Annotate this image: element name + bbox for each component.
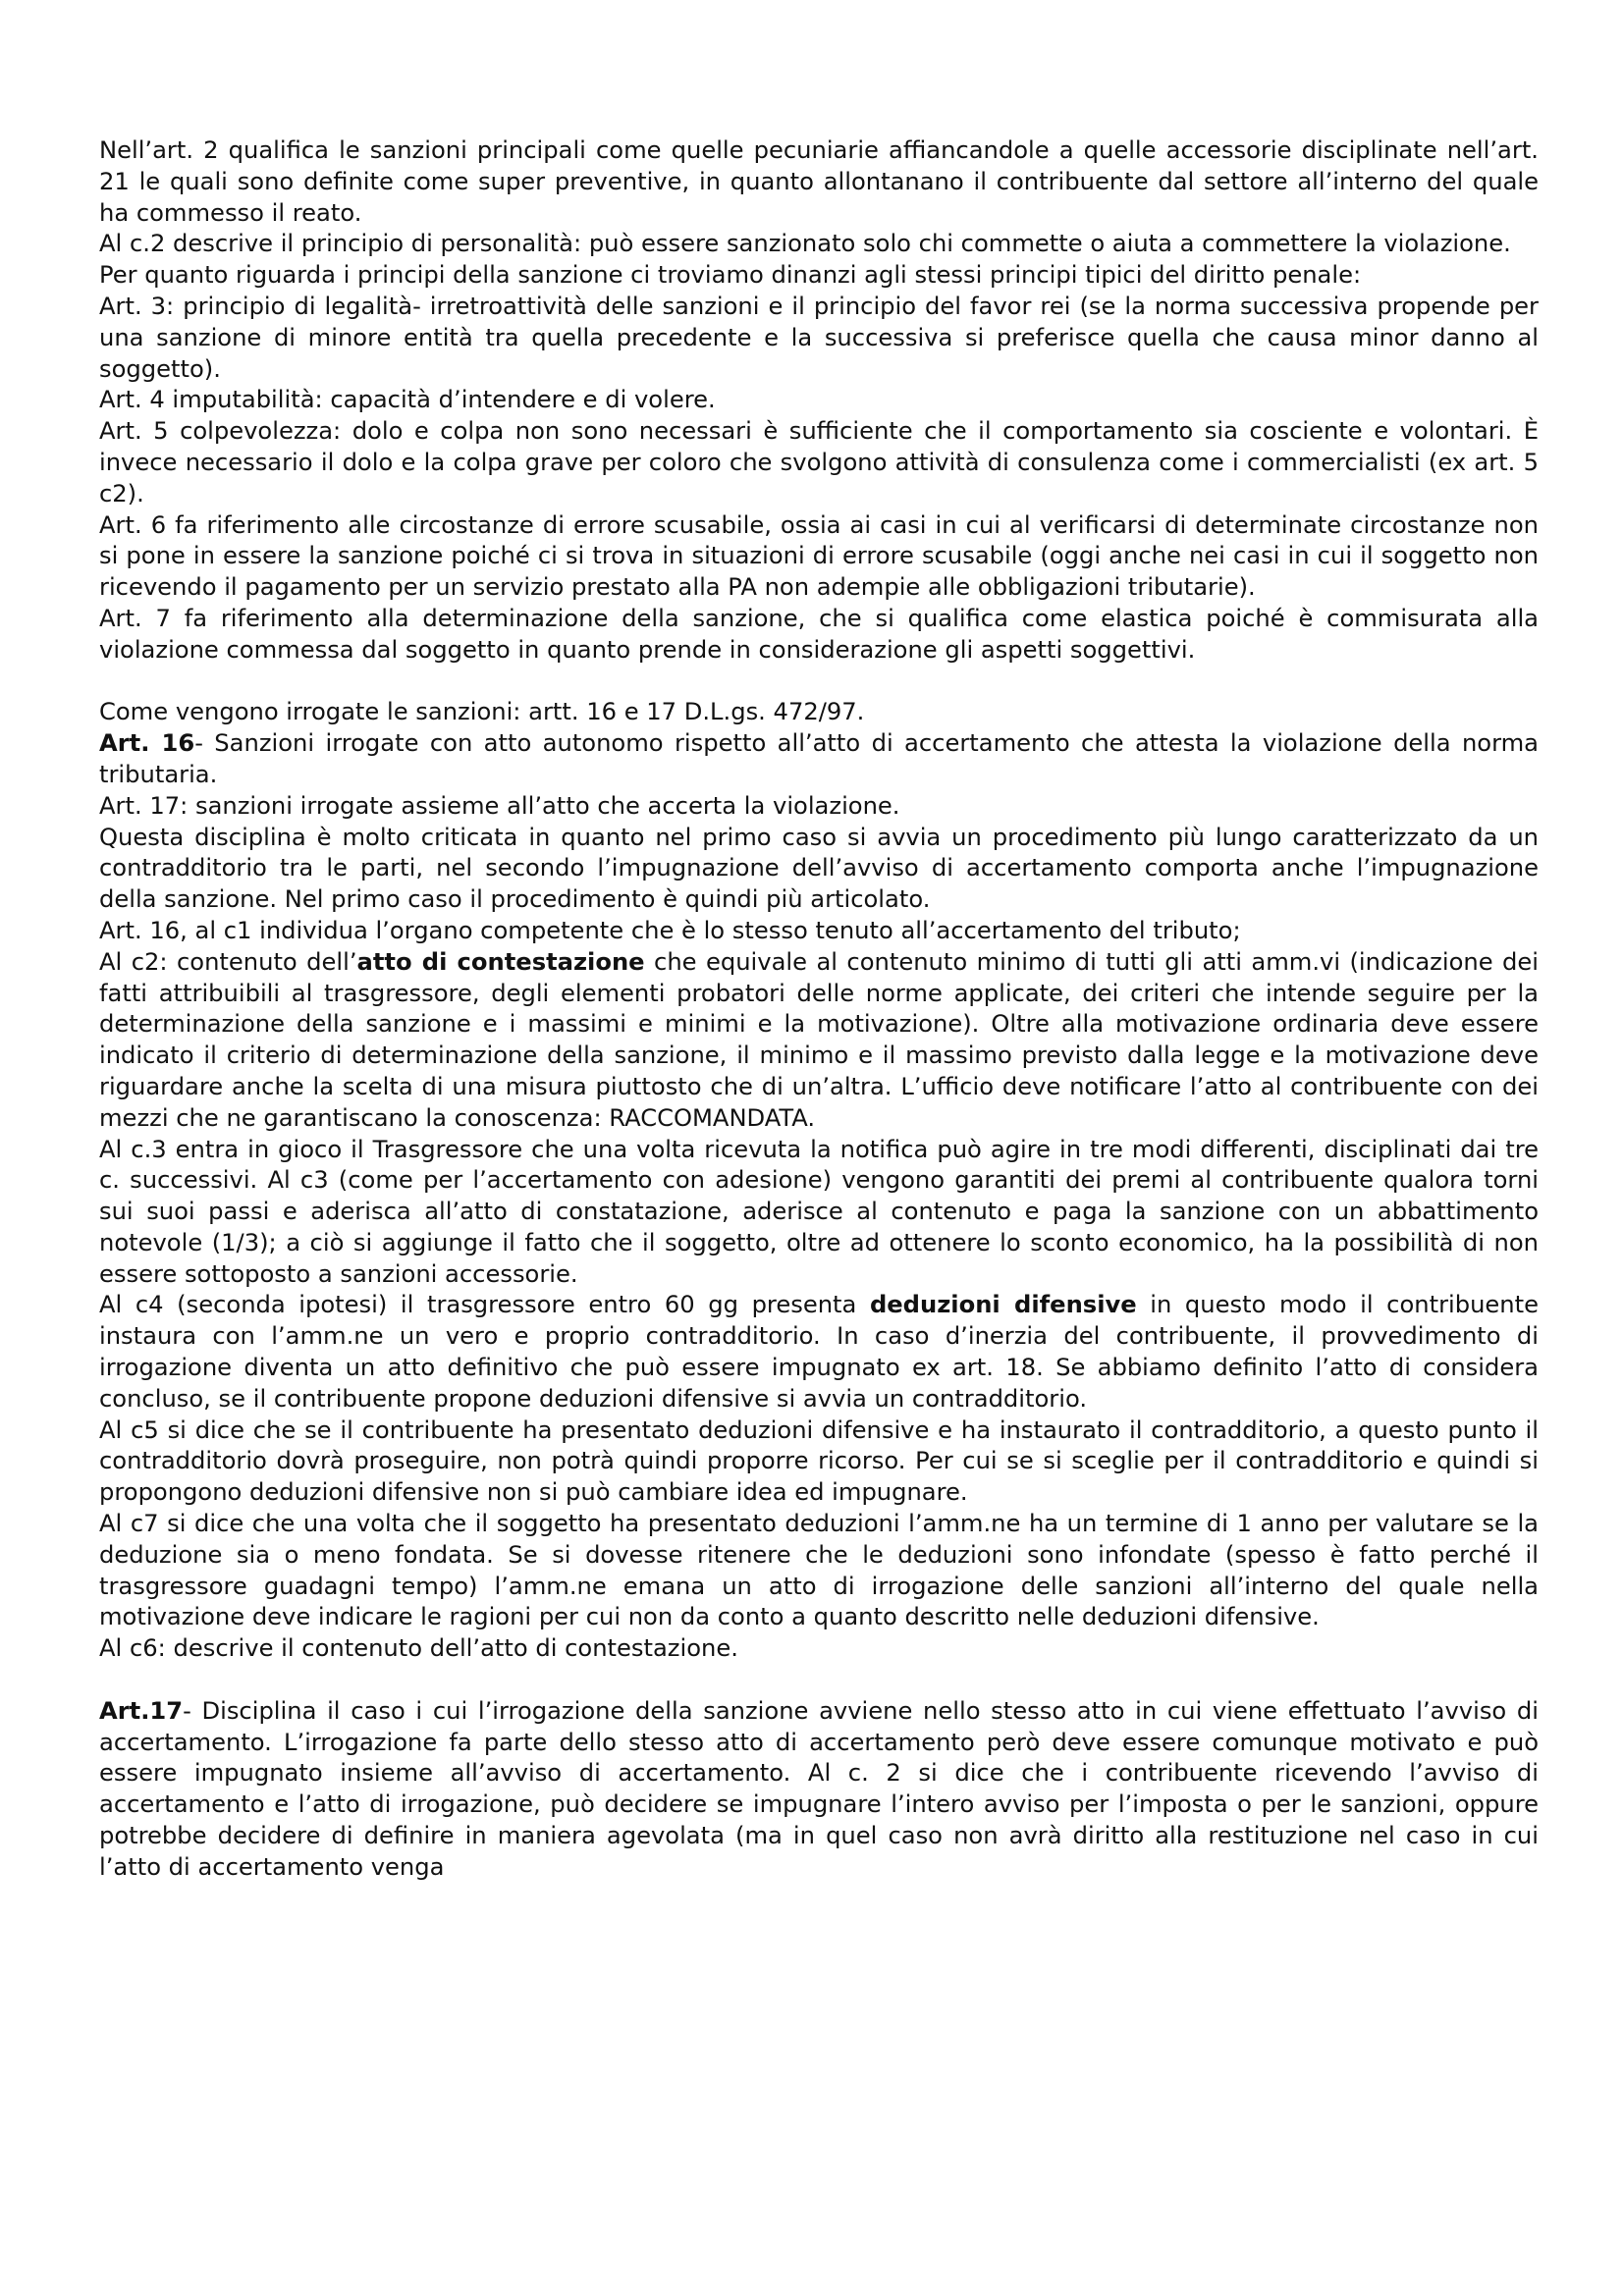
art16-intro-text: - Sanzioni irrogate con atto autonomo rispetto all’atto di accertamento che attesta la violazione della norma tributaria. <box>99 729 1539 788</box>
paragraph-art5: Art. 5 colpevolezza: dolo e colpa non sono necessari è sufficiente che il comportamento sia cosciente e volontari. È invece necessario il dolo e la colpa grave per coloro che svolgono attività di consulenza come i commercialisti (ex art. 5 c2). <box>99 417 1539 507</box>
paragraph-principi: Per quanto riguarda i principi della sanzione ci troviamo dinanzi agli stessi principi tipici del diritto penale: <box>99 261 1362 290</box>
paragraph-art16-c4 <box>99 1290 1539 1415</box>
paragraph-art16-c3: Al c.3 entra in gioco il Trasgressore che una volta ricevuta la notifica può agire in tre modi differenti, disciplinati dai tre c. successivi. Al c3 (come per l’accertamento con adesione) vengono garantiti dei premi al contribuente qualora torni sui suoi passi e aderisca all’atto di constatazione, aderisce al contenuto e paga la sanzione con un abbattimento notevole (1/3); a ciò si aggiunge il fatto che il soggetto, oltre ad ottenere lo sconto economico, ha la possibilità di non essere sottoposto a sanzioni accessorie. <box>99 1135 1539 1288</box>
blank-line <box>99 667 1539 698</box>
paragraph-irrogazione-intro: Come vengono irrogate le sanzioni: artt. 16 e 17 D.L.gs. 472/97. <box>99 698 865 726</box>
art17-text: - Disciplina il caso i cui l’irrogazione della sanzione avviene nello stesso atto in cui viene effettuato l’avviso di accertamento. L’irrogazione fa parte dello stesso atto di accertamento però deve essere comunque motivato e può essere impugnato insieme all’avviso di accertamento. Al c. 2 si dice che i contribuente ricevendo l’avviso di accertamento e l’atto di irrogazione, può decidere se impugnare l’intero avviso per l’imposta o per le sanzioni, oppure potrebbe decidere di definire in maniera agevolata (ma in quel caso non avrà diritto alla restituzione nel caso in cui l’atto di accertamento venga <box>99 1696 1539 1881</box>
paragraph-art6: Art. 6 fa riferimento alle circostanze di errore scusabile, ossia ai casi in cui al verificarsi di determinate circostanze non si pone in essere la sanzione poiché ci si trova in situazioni di errore scusabile (oggi anche nei casi in cui il soggetto non ricevendo il pagamento per un servizio prestato alla PA non adempie alle obbligazioni tributarie). <box>99 510 1539 602</box>
art16-heading: Art. 16 <box>99 729 195 758</box>
paragraph-art17-intro: Art. 17: sanzioni irrogate assieme all’atto che accerta la violazione. <box>99 791 900 820</box>
paragraph-art3: Art. 3: principio di legalità- irretroattività delle sanzioni e il principio del favor rei (se la norma successiva propende per una sanzione di minore entità tra quella precedente e la successiva si preferisce quella che causa minor danno al soggetto). <box>99 292 1539 383</box>
atto-contestazione-term: atto di contestazione <box>356 947 645 976</box>
paragraph-art7: Art. 7 fa riferimento alla determinazione della sanzione, che si qualifica come elastica poiché è commisurata alla violazione commessa dal soggetto in quanto prende in considerazione gli aspetti soggettivi. <box>99 604 1539 664</box>
c4-text-before: Al c4 (seconda ipotesi) il trasgressore entro 60 gg presenta <box>99 1291 870 1319</box>
paragraph-art16-c5: Al c5 si dice che se il contribuente ha presentato deduzioni difensive e ha instaurato il contradditorio, a questo punto il contradditorio dovrà proseguire, non potrà quindi proporre ricorso. Per cui se si sceglie per il contradditorio e quindi si propongono deduzioni difensive non si può cambiare idea ed impugnare. <box>99 1415 1539 1507</box>
paragraph-art16-c7: Al c7 si dice che una volta che il soggetto ha presentato deduzioni l’amm.ne ha un termine di 1 anno per valutare se la deduzione sia o meno fondata. Se si dovesse ritenere che le deduzioni sono infondate (spesso è fatto perché il trasgressore guadagni tempo) l’amm.ne emana un atto di irrogazione delle sanzioni all’interno del quale nella motivazione deve indicare le ragioni per cui non da conto a quanto descritto nelle deduzioni difensive. <box>99 1510 1539 1631</box>
paragraph-art16-c1: Art. 16, al c1 individua l’organo competente che è lo stesso tenuto all’accertamento del tributo; <box>99 916 1241 944</box>
paragraph-personalita: Al c.2 descrive il principio di personalità: può essere sanzionato solo chi commette o aiuta a commettere la violazione. <box>99 230 1511 258</box>
c4-text-after: in questo modo il contribuente instaura con l’amm.ne un vero e proprio contradditorio. In caso d’inerzia del contribuente, il provvedimento di irrogazione diventa un atto definitivo che può essere impugnato ex art. 18. Se abbiamo definito l’atto di considera concluso, se il contribuente propone deduzioni difensive si avvia un contradditorio. <box>99 1291 1539 1413</box>
paragraph-critica: Questa disciplina è molto criticata in quanto nel primo caso si avvia un procedimento più lungo caratterizzato da un contradditorio tra le parti, nel secondo l’impugnazione dell’avviso di accertamento comporta anche l’impugnazione della sanzione. Nel primo caso il procedimento è quindi più articolato. <box>99 823 1539 914</box>
paragraph-art4: Art. 4 imputabilità: capacità d’intendere e di volere. <box>99 386 716 414</box>
blank-line <box>99 1665 1539 1696</box>
art17-heading: Art.17 <box>99 1696 184 1725</box>
paragraph-art16-intro <box>99 728 1539 791</box>
c2-text-after: che equivale al contenuto minimo di tutti gli atti amm.vi (indicazione dei fatti attribuibili al trasgressore, degli elementi probatori delle norme applicate, dei criteri che intende seguire per la determinazione della sanzione e i massimi e minimi e la motivazione). Oltre alla motivazione ordinaria deve essere indicato il criterio di determinazione della sanzione, il minimo e il massimo previsto dalla legge e la motivazione deve riguardare anche la scelta di una misura piuttosto che di un’altra. L’ufficio deve notificare l’atto al contribuente con dei mezzi che ne garantiscano la conoscenza: RACCOMANDATA. <box>99 947 1540 1132</box>
paragraph-art17 <box>99 1696 1539 1884</box>
paragraph-art2: Nell’art. 2 qualifica le sanzioni principali come quelle pecuniarie affiancandole a quelle accessorie disciplinate nell’art. 21 le quali sono definite come super preventive, in quanto allontanano il contribuente dal settore all’interno del quale ha commesso il reato. <box>99 136 1539 227</box>
c2-text-before: Al c2: contenuto dell’ <box>99 947 357 976</box>
paragraph-art16-c2 <box>99 947 1539 1135</box>
paragraph-art16-c6: Al c6: descrive il contenuto dell’atto di contestazione. <box>99 1634 738 1663</box>
deduzioni-difensive-term: deduzioni difensive <box>869 1291 1137 1319</box>
document-page <box>99 135 1539 1884</box>
